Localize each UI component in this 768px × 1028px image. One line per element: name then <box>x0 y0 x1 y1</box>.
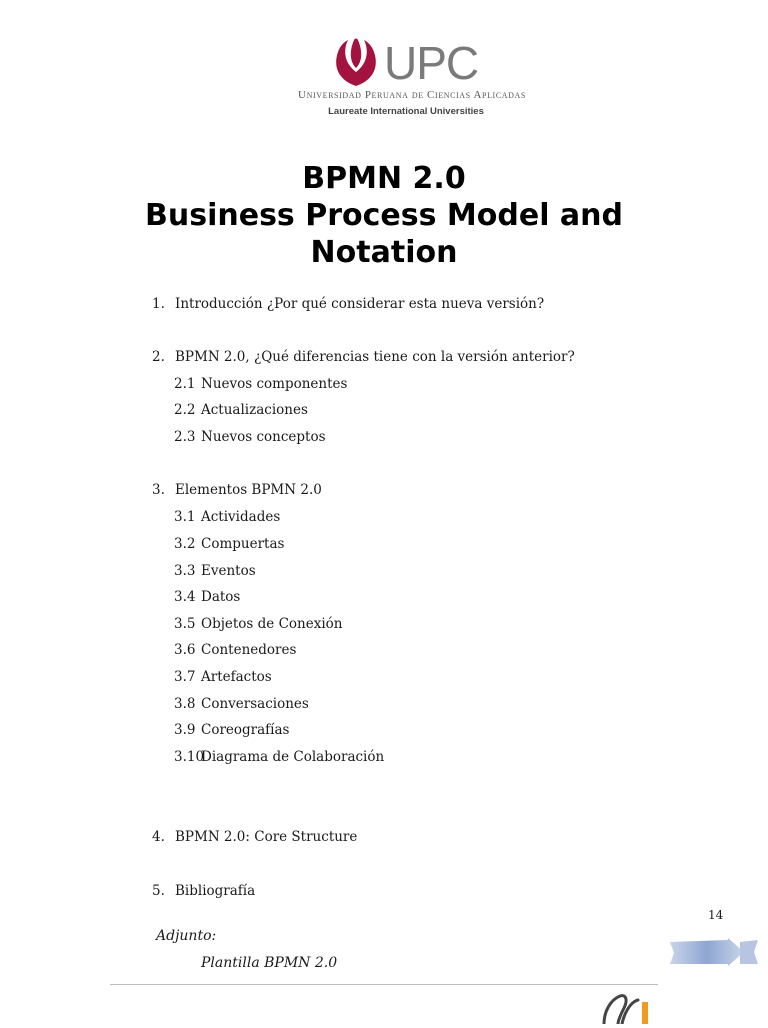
network-name: Laureate International Universities <box>328 106 484 117</box>
subitem-text: Nuevos conceptos <box>201 429 326 445</box>
subitem-text: Coreografías <box>201 722 290 738</box>
attachment-item: Plantilla BPMN 2.0 <box>201 955 338 971</box>
subitem-text: Contenedores <box>201 642 297 658</box>
outline-number: 4. <box>152 829 165 845</box>
brand-mark-icon <box>598 990 660 1028</box>
page-number: 14 <box>708 908 724 922</box>
subitem-number: 2.2 <box>174 402 196 418</box>
subitem-number: 2.1 <box>174 376 196 392</box>
outline-text: Introducción ¿Por qué considerar esta nueva versión? <box>175 296 545 312</box>
outline-number: 1. <box>152 296 165 312</box>
subitem-text: Datos <box>201 589 241 605</box>
upc-logo <box>0 32 768 122</box>
subitem-number: 3.6 <box>174 642 196 658</box>
subitem-text: Eventos <box>201 563 256 579</box>
outline-text: BPMN 2.0, ¿Qué diferencias tiene con la versión anterior? <box>175 349 575 365</box>
attachment-label: Adjunto: <box>156 928 217 944</box>
upc-flame-logo-icon <box>330 36 382 88</box>
subitem-text: Actualizaciones <box>201 402 308 418</box>
subitem-number: 3.2 <box>174 536 196 552</box>
subitem-number: 3.4 <box>174 589 196 605</box>
subitem-number: 3.10 <box>174 749 205 765</box>
subitem-text: Artefactos <box>201 669 272 685</box>
subitem-text: Objetos de Conexión <box>201 616 343 632</box>
title-line-3: Notation <box>310 235 458 270</box>
subitem-number: 3.8 <box>174 696 196 712</box>
subitem-number: 3.9 <box>174 722 196 738</box>
outline-number: 2. <box>152 349 165 365</box>
university-name: Universidad Peruana de Ciencias Aplicadas <box>298 89 526 101</box>
subitem-number: 3.1 <box>174 509 196 525</box>
subitem-text: Actividades <box>201 509 281 525</box>
logo-text: UPC <box>384 37 479 89</box>
document-title <box>0 160 768 271</box>
blue-arrow-banner-icon <box>668 938 760 972</box>
subitem-text: Nuevos componentes <box>201 376 348 392</box>
outline-text: Elementos BPMN 2.0 <box>175 482 322 498</box>
subitem-number: 3.7 <box>174 669 196 685</box>
outline-number: 5. <box>152 883 165 899</box>
subitem-text: Diagrama de Colaboración <box>201 749 385 765</box>
title-line-2: Business Process Model and <box>145 198 623 233</box>
outline-text: BPMN 2.0: Core Structure <box>175 829 358 845</box>
outline-text: Bibliografía <box>175 883 256 899</box>
footer-divider <box>110 984 658 985</box>
title-line-1: BPMN 2.0 <box>302 161 466 196</box>
subitem-text: Compuertas <box>201 536 285 552</box>
subitem-number: 3.5 <box>174 616 196 632</box>
outline-number: 3. <box>152 482 165 498</box>
subitem-number: 3.3 <box>174 563 196 579</box>
subitem-number: 2.3 <box>174 429 196 445</box>
subitem-text: Conversaciones <box>201 696 309 712</box>
